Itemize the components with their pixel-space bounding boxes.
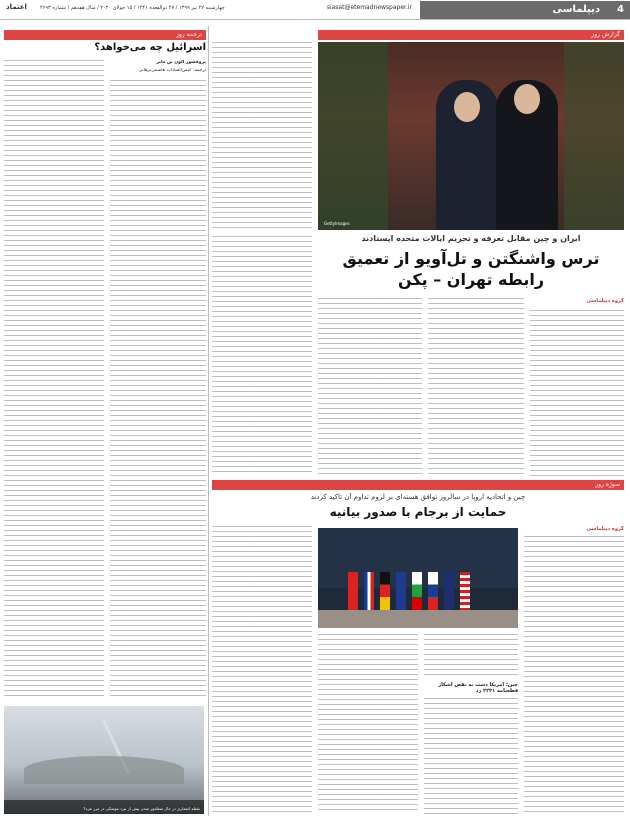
date-line: چهارشنبه ۲۷ تیر ۱۳۹۹ / ۲۷ ذوالقعده ۱۴۴۱ / ۱۵ جولای ۲۰۲۰ / سال هفدهم / شماره ۴۶۹۳ [40,5,225,11]
flag-russia [428,572,438,610]
smoke-cloud [24,756,184,784]
opinion-translator: ترجمه: انیس‌السادات هاشمی‌برهانی [138,68,206,73]
section-name: دیپلماسی [552,4,600,15]
flags-photo [318,528,518,628]
main-story-column-4 [212,236,312,476]
main-story-column-2 [428,298,524,476]
second-story-column-2c [424,698,518,814]
opinion-column-2 [4,60,104,700]
person-left-head [454,92,480,122]
main-story-photo [318,42,624,230]
second-story-subhead: چین: آمریکا دست به نقض آشکار قطعنامه ۲۲۳۱ زد [438,682,518,694]
flag-usa [460,572,470,610]
flag-china [348,572,358,610]
page-number: 4 [617,4,624,15]
photo-credit: GettyImages [324,221,350,226]
flag-france [364,572,374,610]
second-story-column-2b [318,634,418,814]
main-story-column-1 [530,310,624,476]
page-header [0,0,630,20]
second-story-column-3 [212,526,312,814]
second-story-byline: گروه دیپلماسی [586,526,624,532]
flag-uk [444,572,454,610]
second-story-column-2a [424,634,518,678]
second-story-headline: حمایت از برجام با صدور بیانیه [329,505,507,519]
main-story-kicker: ایران و چین مقابل تعرفه و تحریم ایالات متحده ایستادند [361,234,581,243]
column-divider [208,26,209,816]
opinion-headline: اسرائیل چه می‌خواهد؟ [94,42,206,53]
section-banner [420,1,630,19]
person-right-head [514,84,540,114]
main-story-column-top [212,42,312,230]
opinion-author: پروفسور آلون بن مایر [156,60,206,65]
flag-iran [412,572,422,610]
second-story-tag: سوژه روز [212,480,624,490]
main-story-column-3 [318,298,422,476]
newspaper-logo: اعتماد [6,3,27,11]
main-story-headline: ترس واشنگتن و تل‌آویو از تعمیق رابطه تهران – پکن [342,249,600,289]
second-story-kicker: چین و اتحادیه اروپا در سالروز توافق هسته‌ای بر لزوم تداوم آن تاکید کردند [310,493,526,501]
flag-eu [396,572,406,610]
second-story-column-1 [524,536,624,814]
section-email[interactable]: siasat@etemadnewspaper.ir [326,4,412,11]
opinion-photo [4,706,204,814]
opinion-photo-caption: نقطه انفجاری در حال شعله‌ور شدن پیش از نبرد موشکی در مرز غزه؟ [83,806,200,811]
opinion-column-1 [110,80,206,700]
opinion-tag: ترجمه روز [4,30,206,40]
main-story-byline: گروه دیپلماسی [586,298,624,304]
flag-germany [380,572,390,610]
main-story-tag: گزارش روز [318,30,624,40]
